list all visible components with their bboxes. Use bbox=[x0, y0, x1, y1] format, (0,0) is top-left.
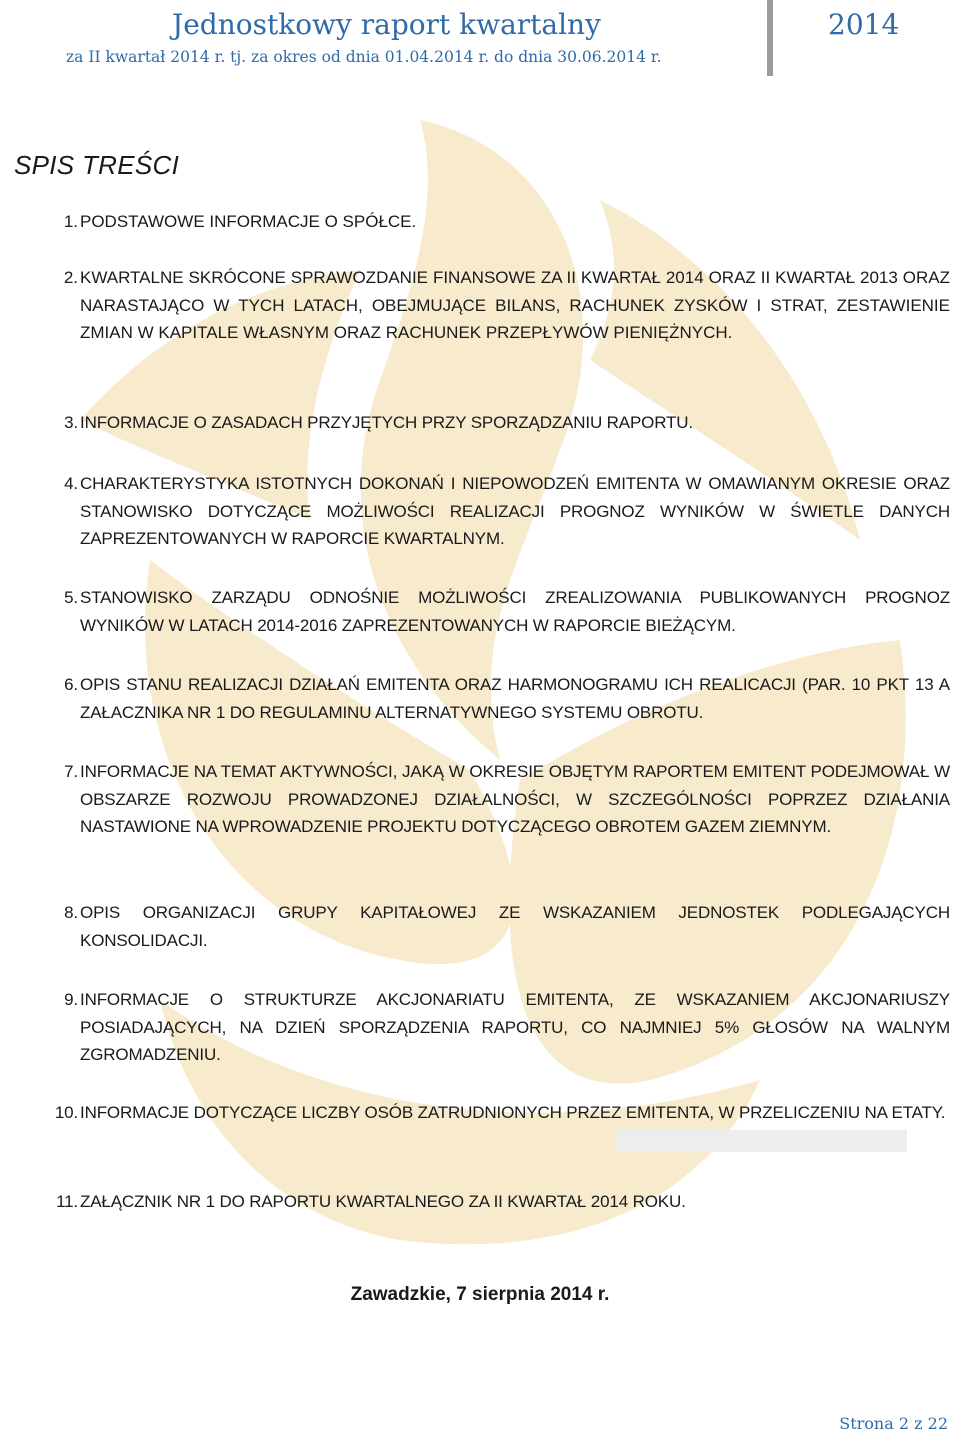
toc-item-number: 4. bbox=[64, 474, 78, 493]
report-title: Jednostkowy raport kwartalny bbox=[172, 8, 601, 41]
toc-item-4[interactable] bbox=[38, 470, 950, 553]
toc-item-10[interactable] bbox=[38, 1099, 950, 1127]
toc-item-label: INFORMACJE O STRUKTURZE AKCJONARIATU EMITENTA, ZE WSKAZANIEM AKCJONARIUSZY POSIADAJĄCYCH, NA DZIEŃ SPORZĄDZENIA RAPORTU, CO NAJMNIEJ 5% GŁOSÓW NA WALNYM ZGROMADZENIU. bbox=[80, 990, 950, 1064]
toc-item-label: KWARTALNE SKRÓCONE SPRAWOZDANIE FINANSOWE ZA II KWARTAŁ 2014 ORAZ II KWARTAŁ 2013 ORAZ NARASTAJĄCO W TYCH LATACH, OBEJMUJĄCE BILANS, RACHUNEK ZYSKÓW I STRAT, ZESTAWIENIE ZMIAN W KAPITALE WŁASNYM ORAZ RACHUNEK PRZEPŁYWÓW PIENIĘŻNYCH. bbox=[80, 268, 950, 342]
toc-item-label: OPIS STANU REALIZACJI DZIAŁAŃ EMITENTA ORAZ HARMONOGRAMU ICH REALICACJI (PAR. 10 PKT 13 A ZAŁACZNIKA NR 1 DO REGULAMINU ALTERNATYWNEGO SYSTEMU OBROTU. bbox=[80, 675, 950, 722]
toc-item-number: 1. bbox=[63, 212, 78, 231]
page-number: Strona 2 z 22 bbox=[839, 1414, 948, 1433]
header-divider bbox=[767, 0, 773, 76]
toc-item-number: 3. bbox=[64, 413, 78, 432]
toc-item-11[interactable] bbox=[38, 1188, 950, 1216]
toc-item-number: 6. bbox=[64, 675, 78, 694]
report-period: za II kwartał 2014 r. tj. za okres od dnia 01.04.2014 r. do dnia 30.06.2014 r. bbox=[66, 48, 662, 66]
toc-item-7[interactable] bbox=[38, 758, 950, 841]
toc-item-label: INFORMACJE DOTYCZĄCE LICZBY OSÓB ZATRUDNIONYCH PRZEZ EMITENTA, W PRZELICZENIU NA ETATY. bbox=[80, 1103, 946, 1122]
report-year: 2014 bbox=[828, 8, 900, 41]
toc-item-number: 9. bbox=[64, 990, 78, 1009]
toc-item-number: 10. bbox=[54, 1103, 78, 1122]
toc-item-number: 5. bbox=[64, 588, 78, 607]
toc-item-6[interactable] bbox=[38, 671, 950, 726]
toc-item-label: INFORMACJE NA TEMAT AKTYWNOŚCI, JAKĄ W OKRESIE OBJĘTYM RAPORTEM EMITENT PODEJMOWAŁ W OBSZARZE ROZWOJU PROWADZONEJ DZIAŁALNOŚCI, W SZCZEGÓLNOŚCI POPRZEZ DZIAŁANIA NASTAWIONE NA WPROWADZENIE PROJEKTU DOTYCZĄCEGO OBROTEM GAZEM ZIEMNYM. bbox=[80, 762, 950, 836]
toc-item-label: STANOWISKO ZARZĄDU ODNOŚNIE MOŻLIWOŚCI ZREALIZOWANIA PUBLIKOWANYCH PROGNOZ WYNIKÓW W LATACH 2014-2016 ZAPREZENTOWANYCH W RAPORCIE BIEŻĄCYM. bbox=[80, 588, 950, 635]
toc-item-label: ZAŁĄCZNIK NR 1 DO RAPORTU KWARTALNEGO ZA II KWARTAŁ 2014 ROKU. bbox=[80, 1192, 686, 1211]
toc-item-label: INFORMACJE O ZASADACH PRZYJĘTYCH PRZY SPORZĄDZANIU RAPORTU. bbox=[80, 413, 693, 432]
toc-item-label: CHARAKTERYSTYKA ISTOTNYCH DOKONAŃ I NIEPOWODZEŃ EMITENTA W OMAWIANYM OKRESIE ORAZ STANOWISKO DOTYCZĄCE MOŻLIWOŚCI REALIZACJI PROGNOZ WYNIKÓW W ŚWIETLE DANYCH ZAPREZENTOWANYCH W RAPORCIE KWARTALNYM. bbox=[80, 474, 950, 548]
toc-item-number: 8. bbox=[64, 903, 78, 922]
page-header bbox=[0, 0, 960, 80]
toc-title: SPIS TREŚCI bbox=[14, 150, 180, 180]
toc-item-number: 2. bbox=[63, 268, 78, 287]
toc-item-1[interactable] bbox=[38, 208, 950, 236]
toc-item-5[interactable] bbox=[38, 584, 950, 639]
toc-item-2[interactable] bbox=[38, 264, 950, 347]
gray-highlight-band bbox=[615, 1130, 907, 1152]
toc-item-9[interactable] bbox=[38, 986, 950, 1069]
toc-item-8[interactable] bbox=[38, 899, 950, 954]
toc-item-number: 11. bbox=[56, 1192, 78, 1211]
toc-item-label: OPIS ORGANIZACJI GRUPY KAPITAŁOWEJ ZE WSKAZANIEM JEDNOSTEK PODLEGAJĄCYCH KONSOLIDACJI. bbox=[80, 903, 950, 950]
toc-item-label: PODSTAWOWE INFORMACJE O SPÓŁCE. bbox=[80, 212, 417, 231]
place-and-date: Zawadzkie, 7 sierpnia 2014 r. bbox=[350, 1284, 610, 1305]
toc-item-number: 7. bbox=[64, 762, 78, 781]
toc-item-3[interactable] bbox=[38, 409, 950, 437]
